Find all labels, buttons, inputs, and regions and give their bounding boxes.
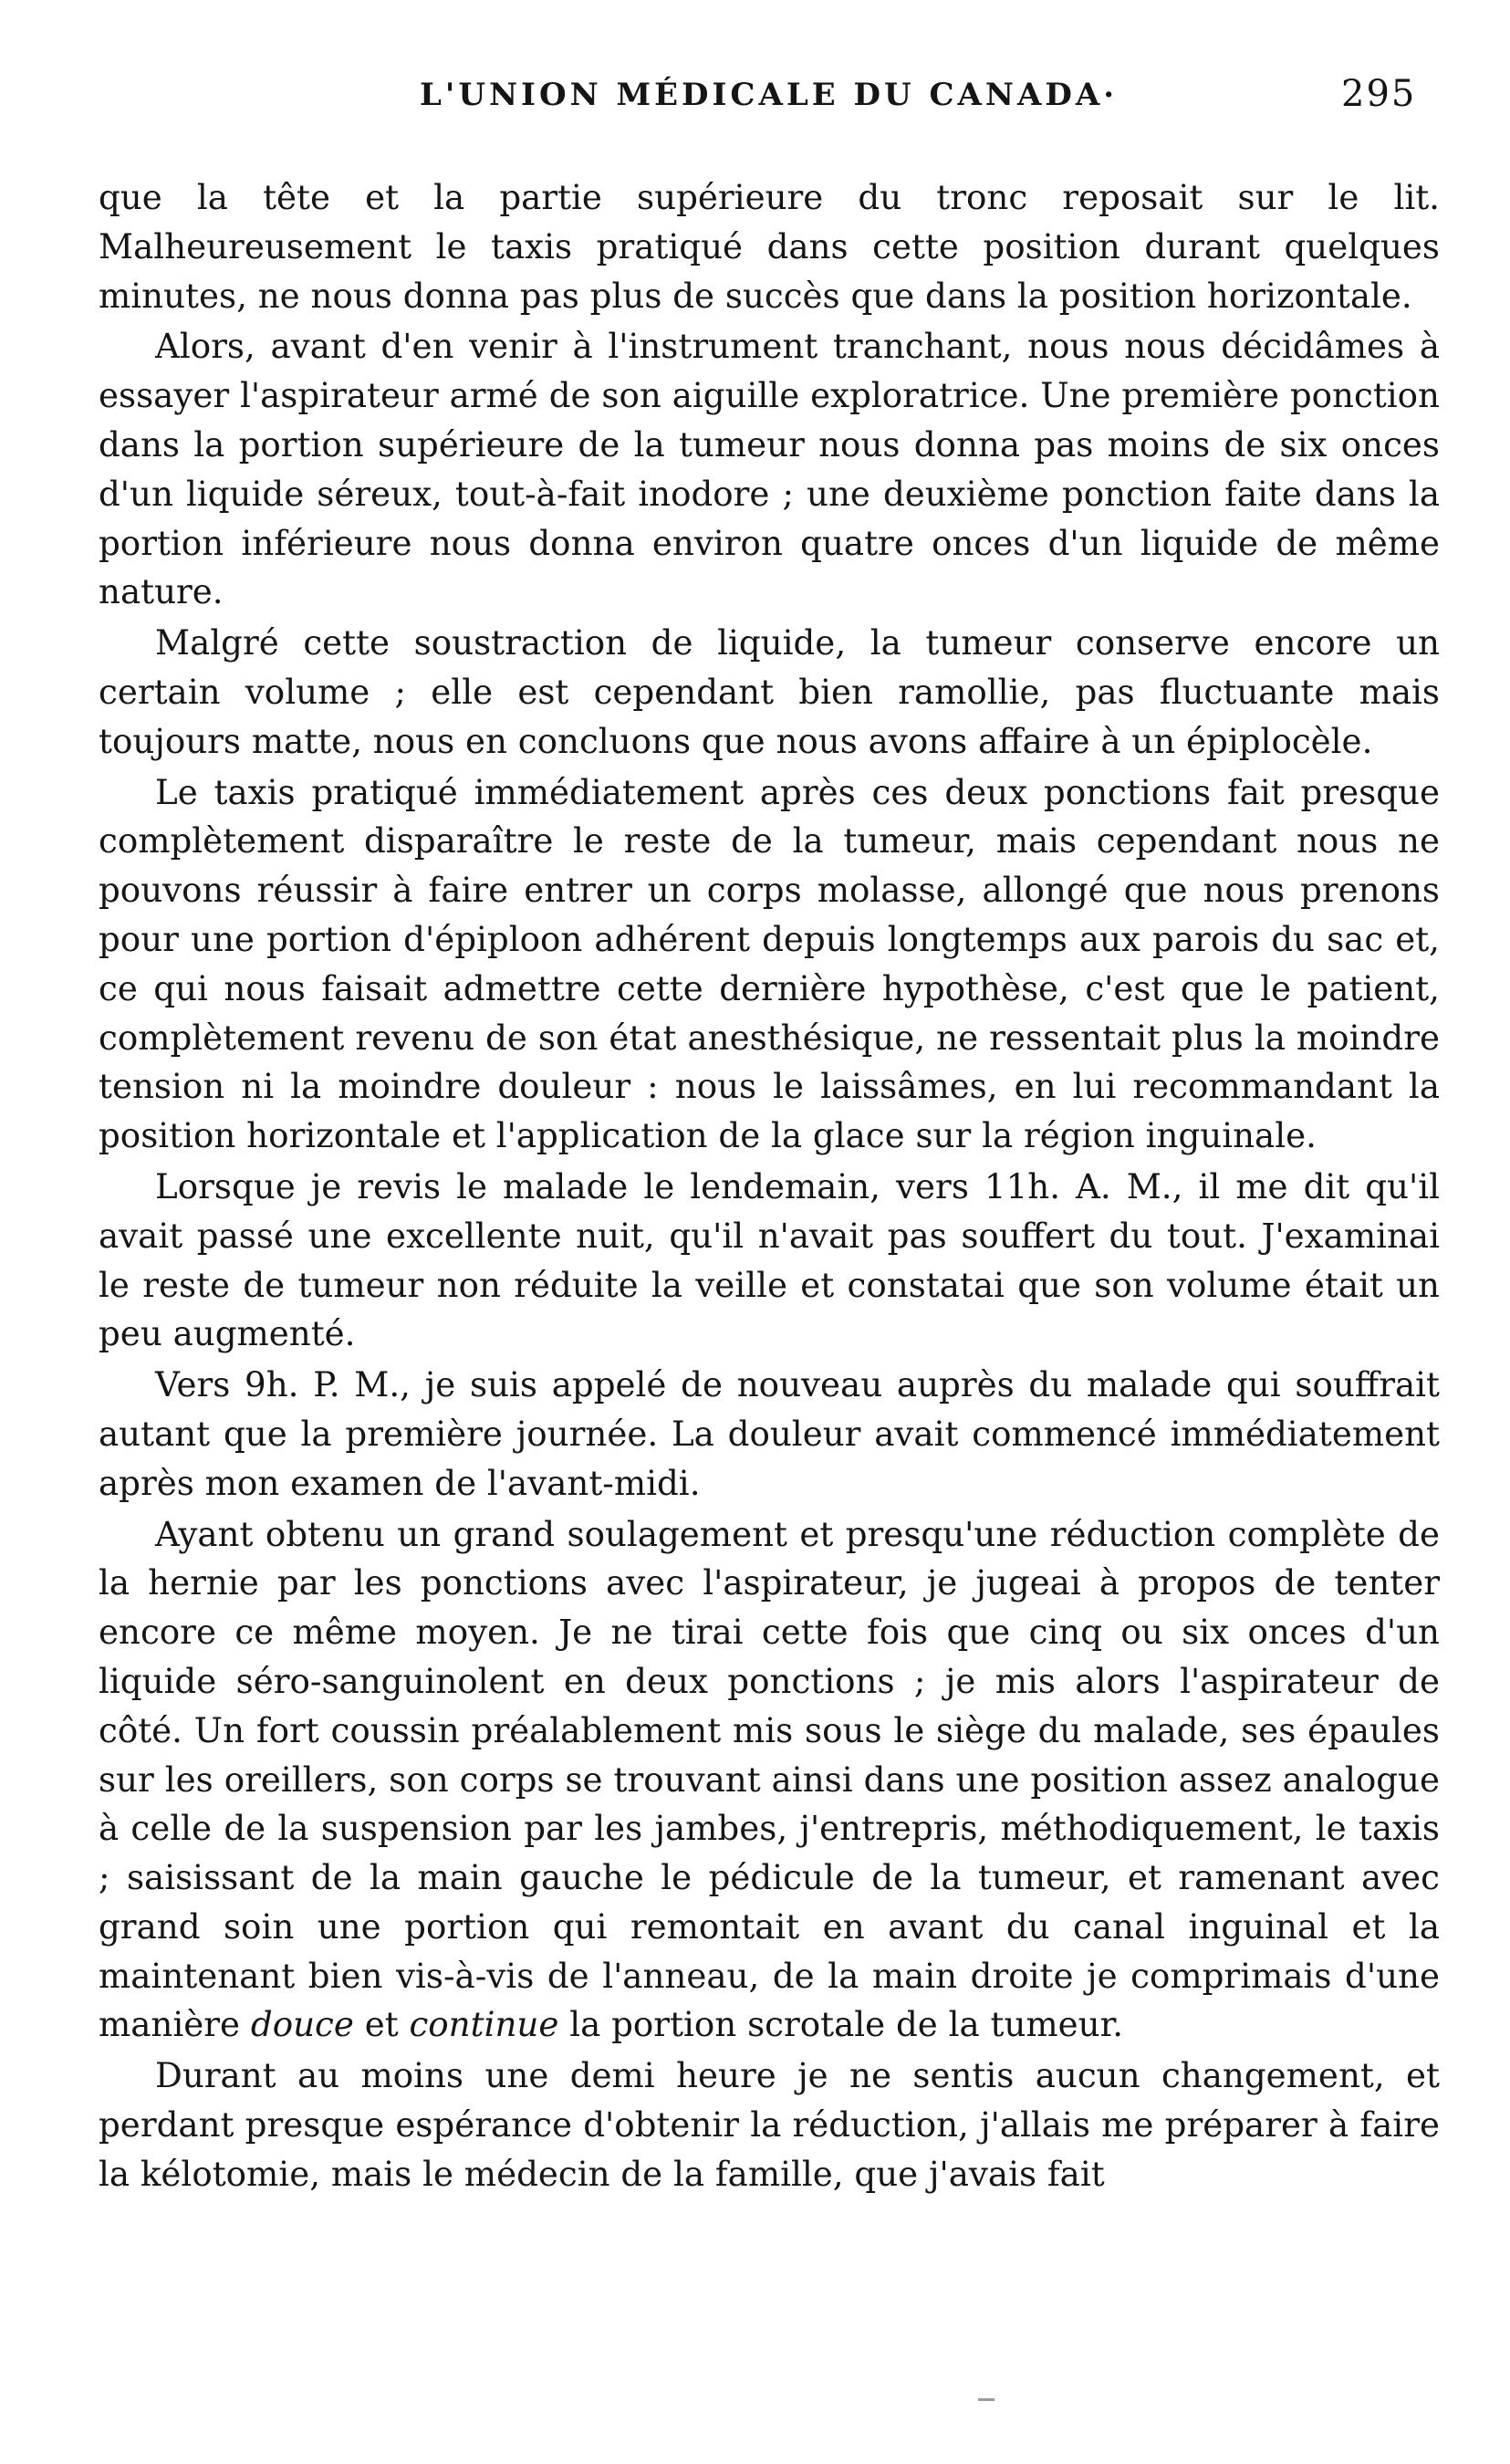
running-title: L'UNION MÉDICALE DU CANADA· bbox=[420, 77, 1119, 113]
paragraph-7-text-before: Ayant obtenu un grand soulagement et presqu'une réduction complète de la hernie par les ponctions avec l'aspirateur, je jugeai à propos de tenter encore ce même moyen. Je ne tirai cette fois que cinq ou six onces d'un liquide séro-sanguinolent en deux ponctions ; je mis alors l'aspirateur de côté. Un fort coussin préalablement mis sous le siège du malade, ses épaules sur les oreillers, son corps se trouvant ainsi dans une position assez analogue à celle de la suspension par les jambes, j'entrepris, méthodiquement, le taxis ; saisissant de la main gauche le pédicule de la tumeur, et ramenant avec grand soin une portion qui remontait en avant du canal inguinal et la maintenant bien vis-à-vis de l'anneau, de la main droite je comprimais d'une manière bbox=[99, 1513, 1440, 2045]
paragraph-6: Vers 9h. P. M., je suis appelé de nouveau auprès du malade qui souffrait autant que la première journée. La douleur avait commencé immédiatement après mon examen de l'avant-midi. bbox=[99, 1364, 1440, 1503]
paragraph-7-text-after: la portion scrotale de la tumeur. bbox=[558, 2004, 1124, 2045]
paragraph-8: Durant au moins une demi heure je ne sentis aucun changement, et perdant presque espérance d'obtenir la réduction, j'allais me préparer à faire la kélotomie, mais le médecin de la famille, que j'avais fait bbox=[99, 2055, 1440, 2194]
paragraph-2: Alors, avant d'en venir à l'instrument tranchant, nous nous décidâmes à essayer l'aspirateur armé de son aiguille exploratrice. Une première ponction dans la portion supérieure de la tumeur nous donna pas moins de six onces d'un liquide séreux, tout-à-fait inodore ; une deuxième ponction faite dans la portion inférieure nous donna environ quatre onces d'un liquide de même nature. bbox=[99, 326, 1440, 612]
body-text bbox=[99, 173, 1440, 2199]
paragraph-3: Malgré cette soustraction de liquide, la tumeur conserve encore un certain volume ; elle est cependant bien ramollie, pas fluctuante mais toujours matte, nous en concluons que nous avons affaire à un épiplocèle. bbox=[99, 622, 1440, 761]
paragraph-7-text-middle: et bbox=[353, 2004, 410, 2045]
paragraph-7 bbox=[99, 1510, 1440, 2051]
paragraph-1: que la tête et la partie supérieure du tronc reposait sur le lit. Malheureusement le taxis pratiqué dans cette position durant quelques minutes, ne nous donna pas plus de succès que dans la position horizontale. bbox=[99, 177, 1440, 316]
emphasis-douce: douce bbox=[250, 2004, 354, 2045]
paragraph-5: Lorsque je revis le malade le lendemain, vers 11h. A. M., il me dit qu'il avait passé une excellente nuit, qu'il n'avait pas souffert du tout. J'examinai le reste de tumeur non réduite la veille et constatai que son volume était un peu augmenté. bbox=[99, 1165, 1440, 1354]
emphasis-continue: continue bbox=[409, 2004, 559, 2045]
bottom-print-mark bbox=[978, 2398, 995, 2401]
page-number: 295 bbox=[1341, 73, 1417, 115]
paragraph-4: Le taxis pratiqué immédiatement après ces deux ponctions fait presque complètement disparaître le reste de la tumeur, mais cependant nous ne pouvons réussir à faire entrer un corps molasse, allongé que nous prenons pour une portion d'épiploon adhérent depuis longtemps aux parois du sac et, ce qui nous faisait admettre cette dernière hypothèse, c'est que le patient, complètement revenu de son état anesthésique, ne ressentait plus la moindre tension ni la moindre douleur : nous le laissâmes, en lui recommandant la position horizontale et l'application de la glace sur la région inguinale. bbox=[99, 771, 1440, 1156]
